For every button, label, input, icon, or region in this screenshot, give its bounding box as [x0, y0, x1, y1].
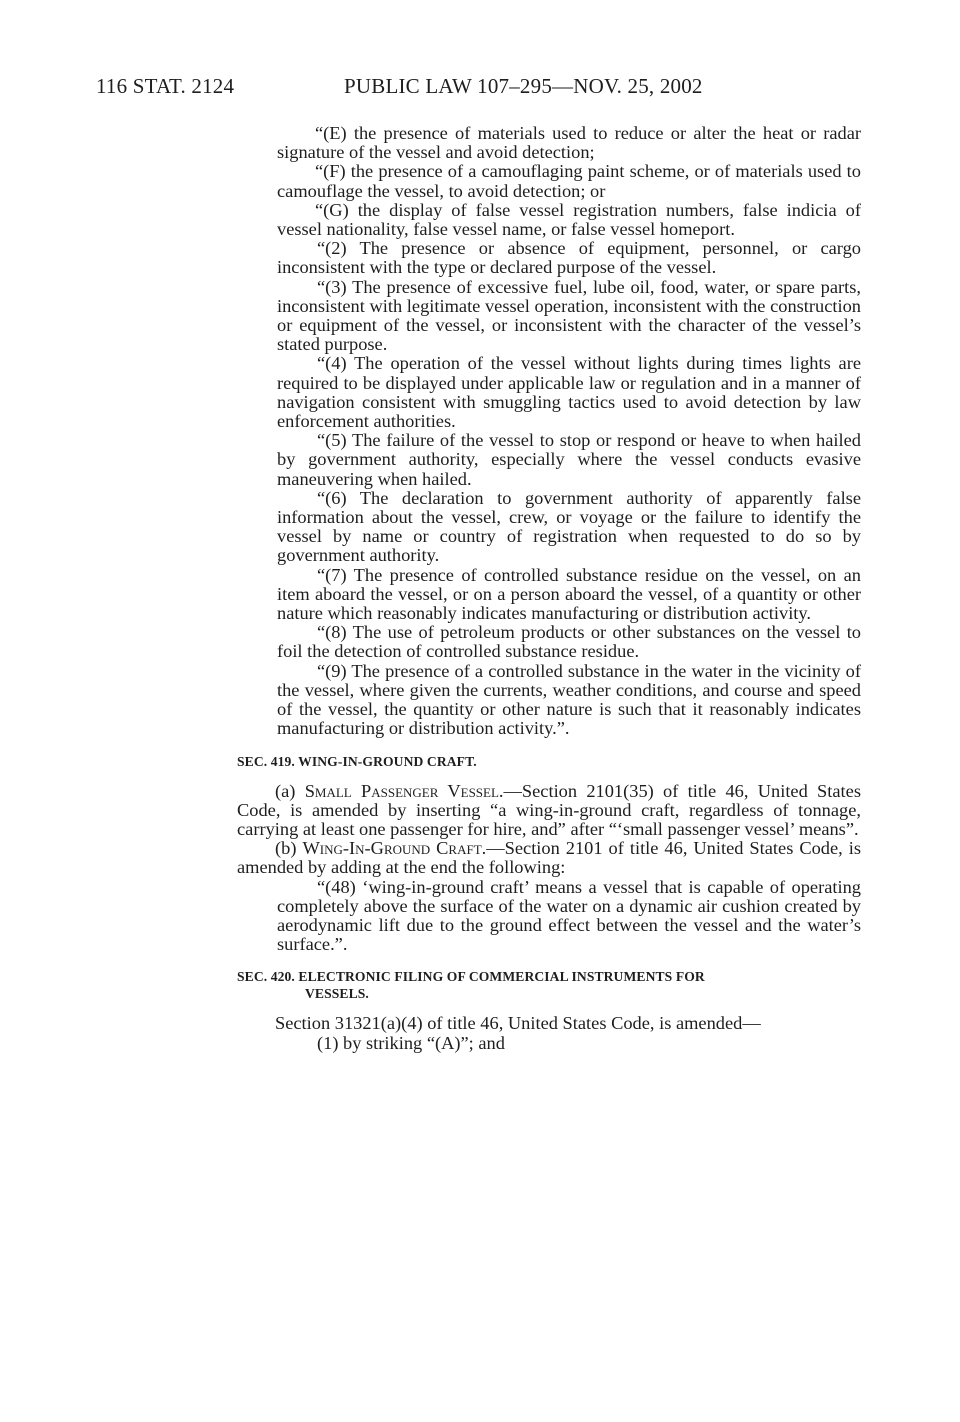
paragraph-f: “(F) the presence of a camouflaging paint scheme, or of materials used to camouflage the vessel, to avoid detection; or [277, 161, 861, 201]
stat-page-reference: 116 STAT. 2124 [96, 74, 235, 98]
paragraph-5: “(5) The failure of the vessel to stop or respond or heave to when hailed by government authority, especially where the vessel conducts evasive maneuvering when hailed. [277, 430, 861, 489]
section-419-heading: SEC. 419. WING-IN-GROUND CRAFT. [237, 753, 477, 769]
subsection-b-caption: Wing-In-Ground Craft. [302, 838, 487, 859]
paragraph-9: “(9) The presence of a controlled substance in the water in the vicinity of the vessel, where given the currents, weather conditions, and course and speed of the vessel, the quantity or other nature is such that it reasonably indicates manufacturing or distribution activity.”. [277, 660, 861, 739]
paragraph-7: “(7) The presence of controlled substance residue on the vessel, on an item aboard the vessel, or on a person aboard the vessel, of a quantity or other nature which reasonably indicates manufacturing or distribution activity. [277, 564, 861, 624]
body-text [237, 124, 861, 1053]
section-419-subsection-a [237, 782, 861, 840]
section-420-heading-line-1: SEC. 420. ELECTRONIC FILING OF COMMERCIAL INSTRUMENTS FOR [237, 969, 705, 985]
public-law-reference: PUBLIC LAW 107–295—NOV. 25, 2002 [344, 74, 703, 98]
subsection-a-text: —Section 2101(35) of title 46, United States Code, is amended by inserting “a wing-in-ground craft, regardless of tonnage, carrying at least one passenger for hire, and” after “‘small passenger vessel’ means”. [237, 780, 861, 839]
subsection-b-label: (b) [275, 838, 303, 859]
section-419-subsection-b [237, 839, 861, 877]
subsection-a-caption: Small Passenger Vessel. [304, 780, 504, 801]
paragraph-8: “(8) The use of petroleum products or other substances on the vessel to foil the detection of controlled substance residue. [277, 622, 861, 662]
section-420-intro: Section 31321(a)(4) of title 46, United States Code, is amended— [275, 1013, 761, 1034]
paragraph-2: “(2) The presence or absence of equipment, personnel, or cargo inconsistent with the type or declared purpose of the vessel. [277, 238, 861, 278]
paragraph-4: “(4) The operation of the vessel without lights during times lights are required to be displayed under applicable law or regulation and in a manner of navigation consistent with smuggling tactics used to avoid detection by law enforcement authorities. [277, 353, 861, 432]
paragraph-g: “(G) the display of false vessel registration numbers, false indicia of vessel nationality, false vessel name, or false vessel homeport. [277, 199, 861, 240]
paragraph-6: “(6) The declaration to government authority of apparently false information about the vessel, crew, or voyage or the failure to identify the vessel by name or country of registration when requested to do so by government authority. [277, 487, 861, 566]
section-420-heading [237, 968, 861, 1002]
paragraph-48: “(48) ‘wing-in-ground craft’ means a vessel that is capable of operating completely above the surface of the water on a dynamic air cushion created by aerodynamic lift due to the ground effect between the vessel and the water’s surface.”. [277, 876, 861, 955]
paragraph-e: “(E) the presence of materials used to reduce or alter the heat or radar signature of the vessel and avoid detection; [277, 123, 861, 163]
paragraph-3: “(3) The presence of excessive fuel, lube oil, food, water, or spare parts, inconsistent with legitimate vessel operation, inconsistent with the construction or equipment of the vessel, or inconsistent with the character of the vessel’s stated purpose. [277, 276, 861, 355]
section-420-paragraph-1: (1) by striking “(A)”; and [317, 1032, 505, 1053]
subsection-b-text: —Section 2101 of title 46, United States Code, is amended by adding at the end the following: [237, 838, 862, 878]
section-420-heading-line-2: VESSELS. [305, 986, 369, 1002]
subsection-a-label: (a) [275, 780, 305, 801]
